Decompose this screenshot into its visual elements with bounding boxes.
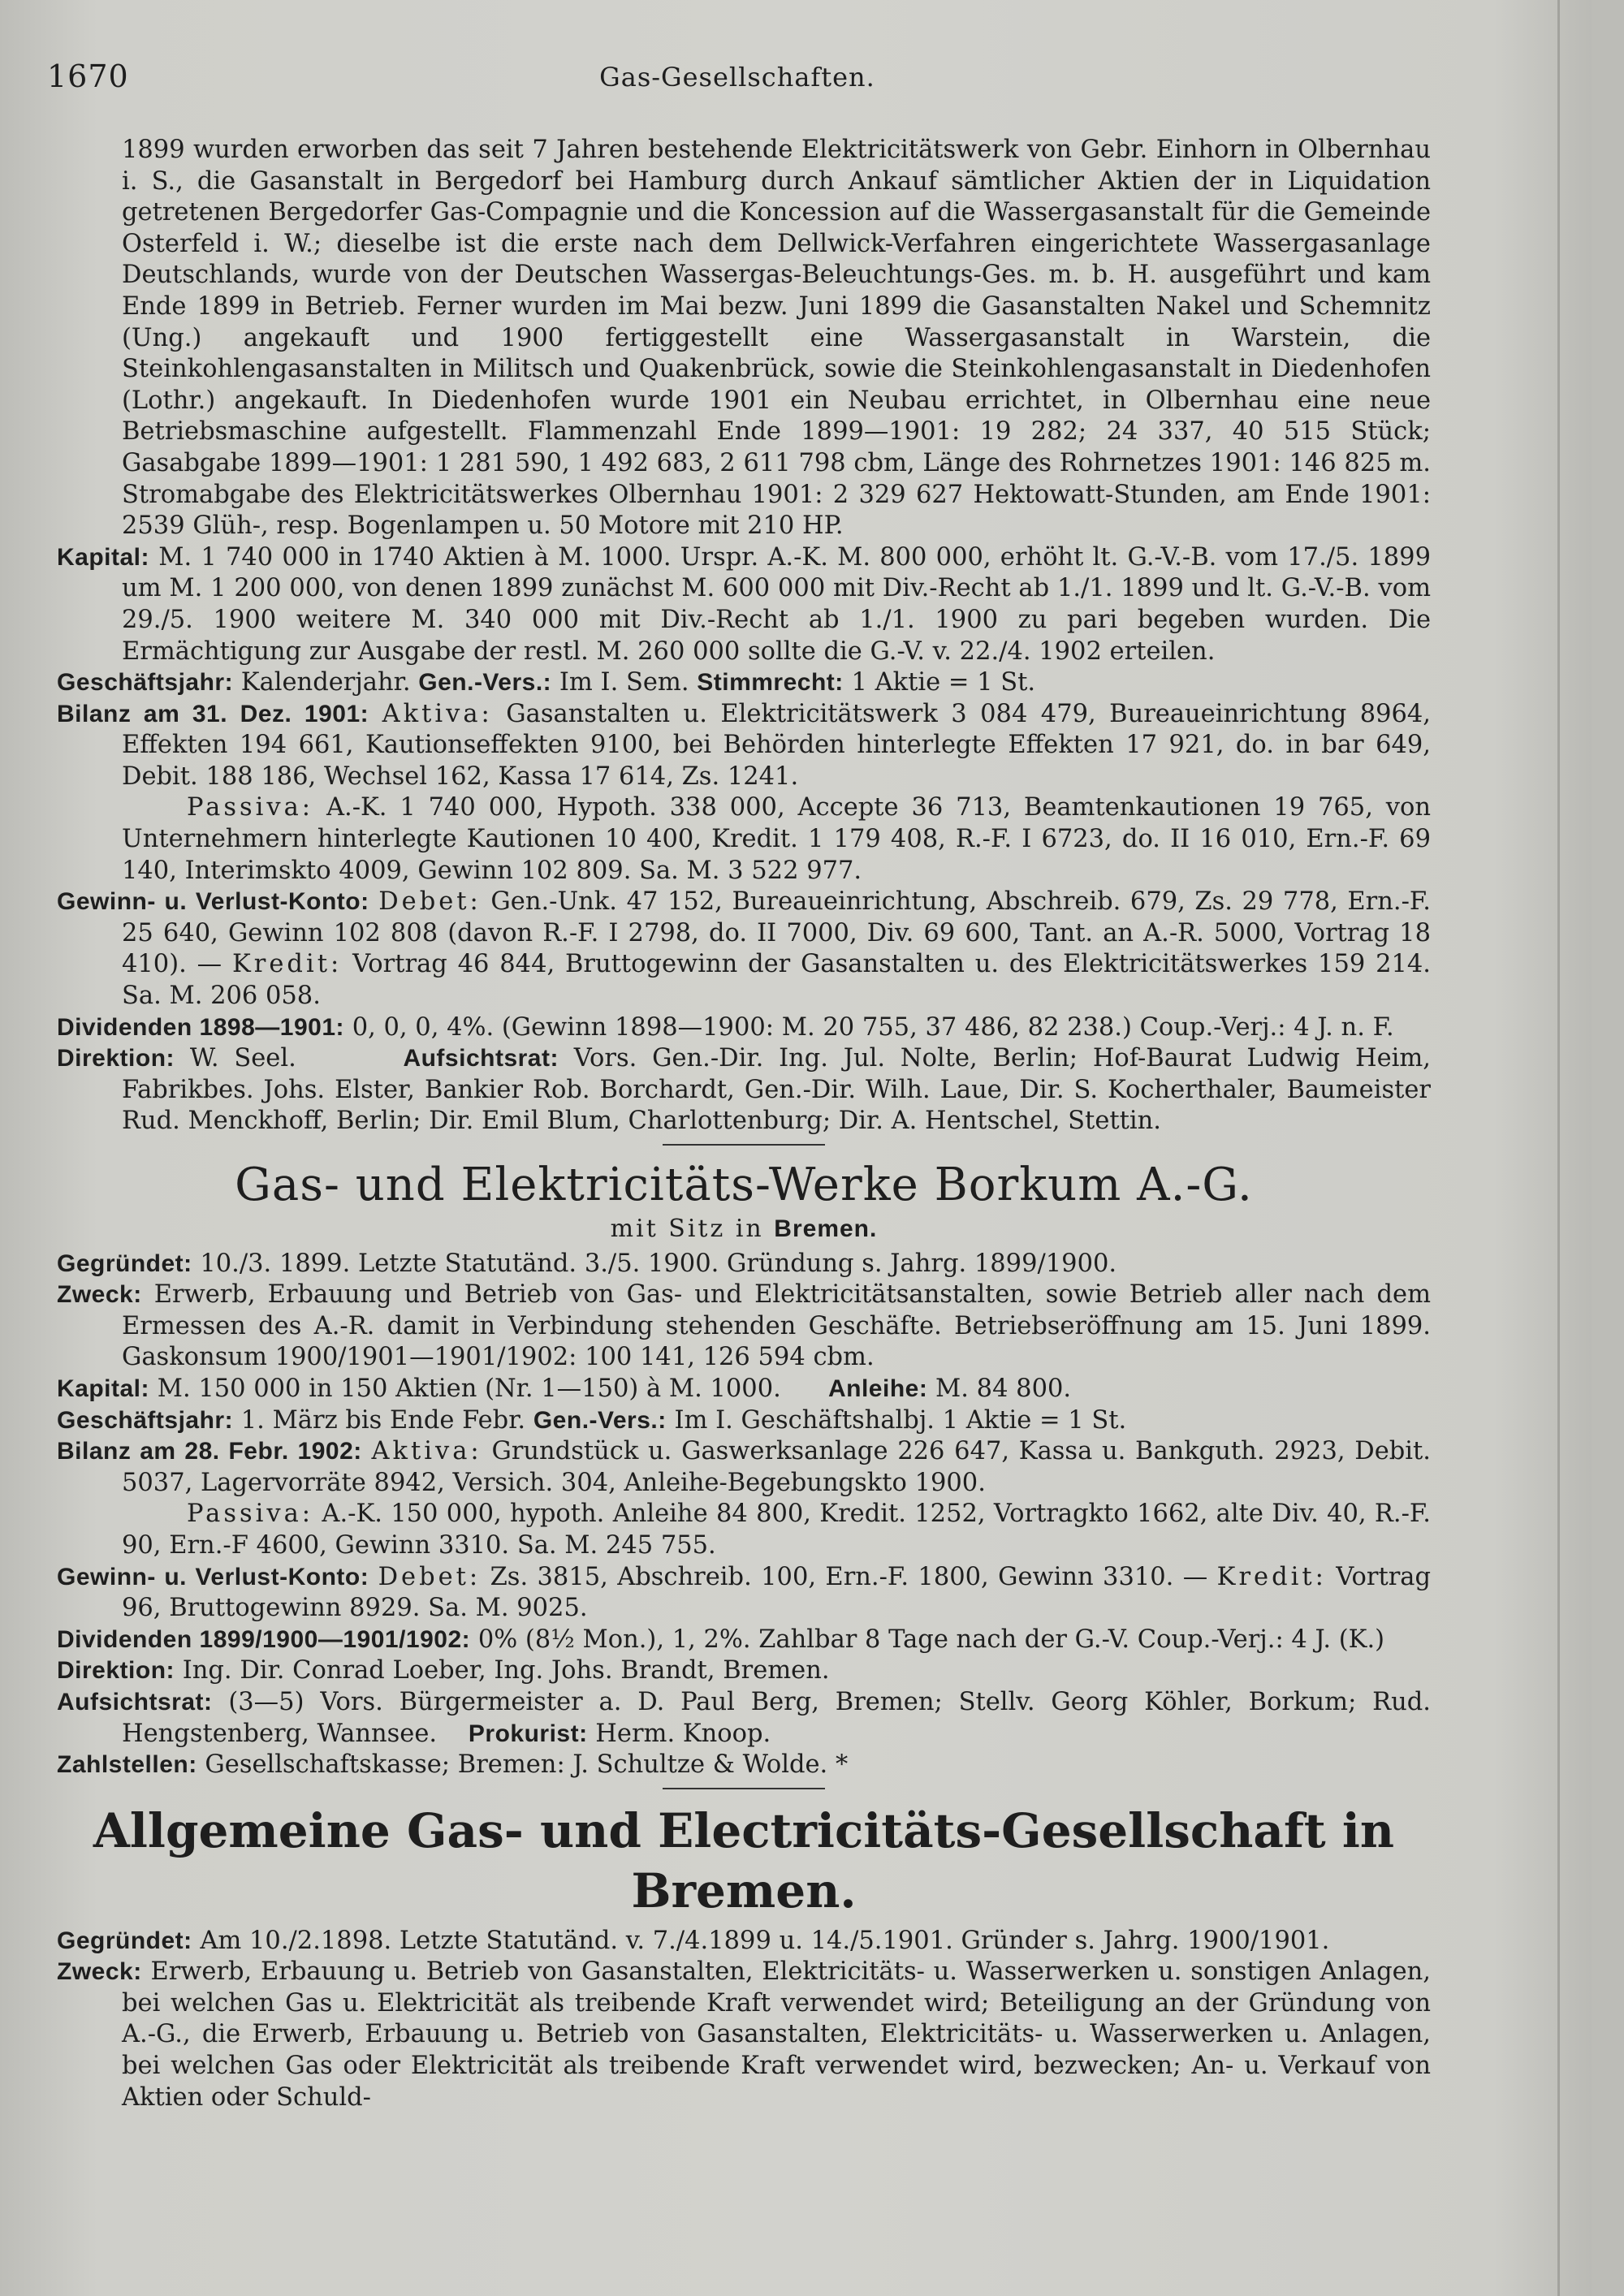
seat-prefix: mit Sitz in — [610, 1215, 764, 1243]
entry-geschaeftsjahr — [57, 667, 1431, 699]
label-gen-vers: Gen.-Vers.: — [418, 669, 552, 697]
seat-city: Bremen. — [774, 1215, 878, 1242]
entry-zweck — [57, 1957, 1431, 2113]
company-seat — [57, 1214, 1431, 1245]
passiva-word: Passiva: — [187, 1500, 314, 1529]
label-kapital: Kapital: — [57, 543, 150, 571]
passiva-text: A.-K. 1 740 000, Hypoth. 338 000, Accepte 36 713, Beamtenkautionen 19 765, von Unternehmern hinterlegte Kautionen 10 400, Kredit. 1 179 408, R.-F. I 6723, do. II 16 010, Ern.-F. 69 140, Interimskto 4009, Gewinn 102 809. Sa. M. 3 522 977. — [122, 793, 1431, 885]
dividenden-text: 0, 0, 0, 4%. (Gewinn 1898—1900: M. 20 755, 37 486, 82 238.) Coup.-Verj.: 4 J. n. F. — [352, 1012, 1394, 1042]
page-header — [47, 58, 1427, 99]
kredit-text: Vortrag 46 844, Bruttogewinn der Gasanstalten u. des Elektricitätswerkes 159 214. Sa. M. 206 058. — [122, 950, 1431, 1011]
text-column — [57, 135, 1431, 2113]
label-stimmrecht: Stimmrecht: — [697, 669, 844, 697]
entry-passiva — [57, 792, 1431, 887]
stimmrecht-text: 1 Aktie = 1 St. — [851, 668, 1036, 697]
entry-gewinn-verlust — [57, 1562, 1431, 1625]
label-prokurist: Prokurist: — [468, 1720, 588, 1747]
zweck-text: Erwerb, Erbauung u. Betrieb von Gasanstalten, Elektricitäts- u. Wasserwerken u. sonstigen Anlagen, bei welchen Gas u. Elektricität als treibende Kraft verwendet wird; Beteiligung an der Gründung von A.-G., die Erwerb, Erbauung u. Betrieb von Gasanstalten, Elektricitäts- u. Wasserwerken u. Anlagen, bei welchen Gas oder Elektricität als treibende Kraft verwendet wird, bezwecken; An- u. Verkauf von Aktien oder Schuld- — [122, 1957, 1431, 2112]
label-zweck: Zweck: — [57, 1281, 142, 1309]
entry-direktion — [57, 1043, 1431, 1137]
debet-text: Gen.-Unk. 47 152, Bureaueinrichtung, Abschreib. 679, Zs. 29 778, Ern.-F. 25 640, Gewinn 102 808 (davon R.-F. I 2798, do. II 7000, Div. 69 600, Tant. an A.-R. 5000, Vortrag 18 410). — — [122, 887, 1432, 979]
company-title-allgemeine: Allgemeine Gas- und Electricitäts-Gesellschaft in Bremen. — [93, 1802, 1395, 1918]
entry-zahlstellen — [57, 1750, 1431, 1781]
kapital-text: M. 150 000 in 150 Aktien (Nr. 1—150) à M. 1000. — [157, 1374, 781, 1403]
entry-bilanz — [57, 699, 1431, 793]
kredit-word: Kredit: — [1216, 1562, 1327, 1591]
entry-kapital — [57, 1374, 1431, 1405]
running-title: Gas-Gesellschaften. — [599, 62, 875, 93]
aktiva-text: Gasanstalten u. Elektricitätswerk 3 084 479, Bureaueinrichtung 8964, Effekten 194 661, Kautionseffekten 9100, bei Behörden hinterlegte Effekten 17 921, do. in bar 649, Debit. 188 186, Wechsel 162, Kassa 17 614, Zs. 1241. — [122, 699, 1432, 791]
geschaeftsjahr-text: Kalenderjahr. — [240, 668, 411, 697]
entry-bilanz — [57, 1436, 1431, 1499]
section-divider — [663, 1144, 825, 1146]
entry-gegruendet — [57, 1249, 1431, 1280]
zahlstellen-text: Gesellschaftskasse; Bremen: J. Schultze & Wolde. * — [205, 1750, 849, 1780]
anleihe-text: M. 84 800. — [935, 1374, 1072, 1403]
label-kapital: Kapital: — [57, 1375, 150, 1402]
label-aufsichtsrat: Aufsichtsrat: — [57, 1688, 213, 1716]
page-edge — [1592, 0, 1624, 2296]
page-fold-line — [1557, 0, 1560, 2296]
entry-dividenden — [57, 1012, 1431, 1044]
aktiva-text: Grundstück u. Gaswerksanlage 226 647, Kassa u. Bankguth. 2923, Debit. 5037, Lagervorräte 8942, Versich. 304, Anleihe-Begebungskto 1900. — [122, 1437, 1431, 1497]
label-direktion: Direktion: — [57, 1045, 175, 1072]
entry-zweck — [57, 1280, 1431, 1374]
section-divider — [663, 1788, 825, 1789]
label-gewinn-verlust: Gewinn- u. Verlust-Konto: — [57, 1563, 369, 1590]
aufsichtsrat-text: Vors. Gen.-Dir. Ing. Jul. Nolte, Berlin; Hof-Baurat Ludwig Heim, Fabrikbes. Johs. Elster, Bankier Rob. Borchardt, Gen.-Dir. Wilh. Laue, Dir. S. Kocherthaler, Baumeister Rud. Menckhoff, Berlin; Dir. Emil Blum, Charlottenburg; Dir. A. Hentschel, Stettin. — [122, 1044, 1431, 1136]
debet-word: Debet: — [378, 887, 482, 917]
label-bilanz: Bilanz am 31. Dez. 1901: — [57, 700, 369, 727]
prokurist-text: Herm. Knoop. — [595, 1719, 771, 1748]
passiva-word: Passiva: — [187, 793, 314, 822]
label-anleihe: Anleihe: — [827, 1375, 928, 1402]
aktiva-word: Aktiva: — [371, 1437, 482, 1466]
gegruendet-text: 10./3. 1899. Letzte Statutänd. 3./5. 1900. Gründung s. Jahrg. 1899/1900. — [200, 1249, 1117, 1278]
direktion-text: Ing. Dir. Conrad Loeber, Ing. Johs. Brandt, Bremen. — [182, 1656, 830, 1685]
entry-gegruendet — [57, 1926, 1431, 1957]
label-geschaeftsjahr: Geschäftsjahr: — [57, 1406, 234, 1434]
debet-text: Zs. 3815, Abschreib. 100, Ern.-F. 1800, Gewinn 3310. — — [490, 1562, 1208, 1591]
label-zweck: Zweck: — [57, 1958, 142, 1986]
label-dividenden: Dividenden 1898—1901: — [57, 1013, 344, 1041]
page-number: 1670 — [47, 58, 129, 94]
entry-aufsichtsrat — [57, 1687, 1431, 1750]
debet-word: Debet: — [378, 1562, 482, 1591]
label-gewinn-verlust: Gewinn- u. Verlust-Konto: — [57, 888, 369, 916]
dividenden-text: 0% (8½ Mon.), 1, 2%. Zahlbar 8 Tage nach der G.-V. Coup.-Verj.: 4 J. (K.) — [477, 1625, 1385, 1654]
label-direktion: Direktion: — [57, 1657, 175, 1685]
direktion-text: W. Seel. — [189, 1044, 296, 1073]
gegruendet-text: Am 10./2.1898. Letzte Statutänd. v. 7./4.1899 u. 14./5.1901. Gründer s. Jahrg. 1900/1901. — [200, 1926, 1330, 1955]
kapital-text: M. 1 740 000 in 1740 Aktien à M. 1000. Urspr. A.-K. M. 800 000, erhöht lt. G.-V.-B. vom 17./5. 1899 um M. 1 200 000, von denen 1899 zunächst M. 600 000 mit Div.-Recht ab 1./1. 1899 und lt. G.-V.-B. vom 29./5. 1900 weitere M. 340 000 mit Div.-Recht ab 1./1. 1900 zu pari begeben wurden. Die Ermächtigung zur Ausgabe der restl. M. 260 000 sollte die G.-V. v. 22./4. 1902 erteilen. — [122, 542, 1431, 666]
kredit-text: Vortrag 96, Bruttogewinn 8929. Sa. M. 9025. — [122, 1562, 1431, 1623]
aufsichtsrat-text: (3—5) Vors. Bürgermeister a. D. Paul Berg, Bremen; Stellv. Georg Köhler, Borkum; Rud. Hengstenberg, Wannsee. — [122, 1687, 1431, 1748]
kredit-word: Kredit: — [232, 950, 343, 979]
entry-kapital — [57, 542, 1431, 667]
label-geschaeftsjahr: Geschäftsjahr: — [57, 669, 234, 697]
entry-direktion — [57, 1655, 1431, 1687]
geschaeftsjahr-text: 1. März bis Ende Febr. — [240, 1405, 526, 1435]
entry-dividenden — [57, 1625, 1431, 1656]
label-bilanz: Bilanz am 28. Febr. 1902: — [57, 1438, 362, 1465]
entry-passiva — [57, 1499, 1431, 1561]
label-gen-vers: Gen.-Vers.: — [533, 1406, 667, 1434]
label-aufsichtsrat: Aufsichtsrat: — [403, 1045, 559, 1072]
passiva-text: A.-K. 150 000, hypoth. Anleihe 84 800, Kredit. 1252, Vortragkto 1662, alte Div. 40, R.-F. 90, Ern.-F 4600, Gewinn 3310. Sa. M. 245 755. — [122, 1500, 1431, 1560]
gen-vers-text: Im I. Geschäftshalbj. 1 Aktie = 1 St. — [674, 1405, 1127, 1435]
label-gegruendet: Gegründet: — [57, 1249, 192, 1277]
zweck-text: Erwerb, Erbauung und Betrieb von Gas- und Elektricitätsanstalten, sowie Betrieb aller nach dem Ermessen des A.-R. damit in Verbindung stehenden Geschäfte. Betriebseröffnung am 15. Juni 1899. Gaskonsum 1900/1901—1901/1902: 100 141, 126 594 cbm. — [122, 1280, 1431, 1372]
company-title-borkum: Gas- und Elektricitäts-Werke Borkum A.-G. — [235, 1159, 1253, 1211]
gen-vers-text: Im I. Sem. — [559, 668, 689, 697]
entry-geschaeftsjahr — [57, 1405, 1431, 1437]
label-zahlstellen: Zahlstellen: — [57, 1751, 197, 1779]
continued-paragraph: 1899 wurden erworben das seit 7 Jahren bestehende Elektricitätswerk von Gebr. Einhorn in Olbernhau i. S., die Gasanstalt in Bergedorf bei Hamburg durch Ankauf sämtlicher Aktien der in Liquidation getretenen Bergedorfer Gas-Compagnie und die Koncession auf die Wassergasanstalt für die Gemeinde Osterfeld i. W.; dieselbe ist die erste nach dem Dellwick-Verfahren eingerichtete Wassergasanlage Deutschlands, wurde von der Deutschen Wassergas-Beleuchtungs-Ges. m. b. H. ausgeführt und kam Ende 1899 in Betrieb. Ferner wurden im Mai bezw. Juni 1899 die Gasanstalten Nakel und Schemnitz (Ung.) angekauft und 1900 fertiggestellt eine Wassergasanstalt in Warstein, die Steinkohlengasanstalten in Militsch und Quakenbrück, sowie die Steinkohlengasanstalt in Diedenhofen (Lothr.) angekauft. In Diedenhofen wurde 1901 ein Neubau errichtet, in Olbernhau eine neue Betriebsmaschine aufgestellt. Flammenzahl Ende 1899—1901: 19 282; 24 337, 40 515 Stück; Gasabgabe 1899—1901: 1 281 590, 1 492 683, 2 611 798 cbm, Länge des Rohrnetzes 1901: 146 825 m. Stromabgabe des Elektricitätswerkes Olbernhau 1901: 2 329 627 Hektowatt-Stunden, am Ende 1901: 2539 Glüh-, resp. Bogenlampen u. 50 Motore mit 210 HP. — [122, 136, 1431, 541]
label-dividenden: Dividenden 1899/1900—1901/1902: — [57, 1625, 471, 1653]
entry-gewinn-verlust — [57, 887, 1431, 1012]
label-gegruendet: Gegründet: — [57, 1927, 192, 1954]
aktiva-word: Aktiva: — [382, 699, 493, 728]
